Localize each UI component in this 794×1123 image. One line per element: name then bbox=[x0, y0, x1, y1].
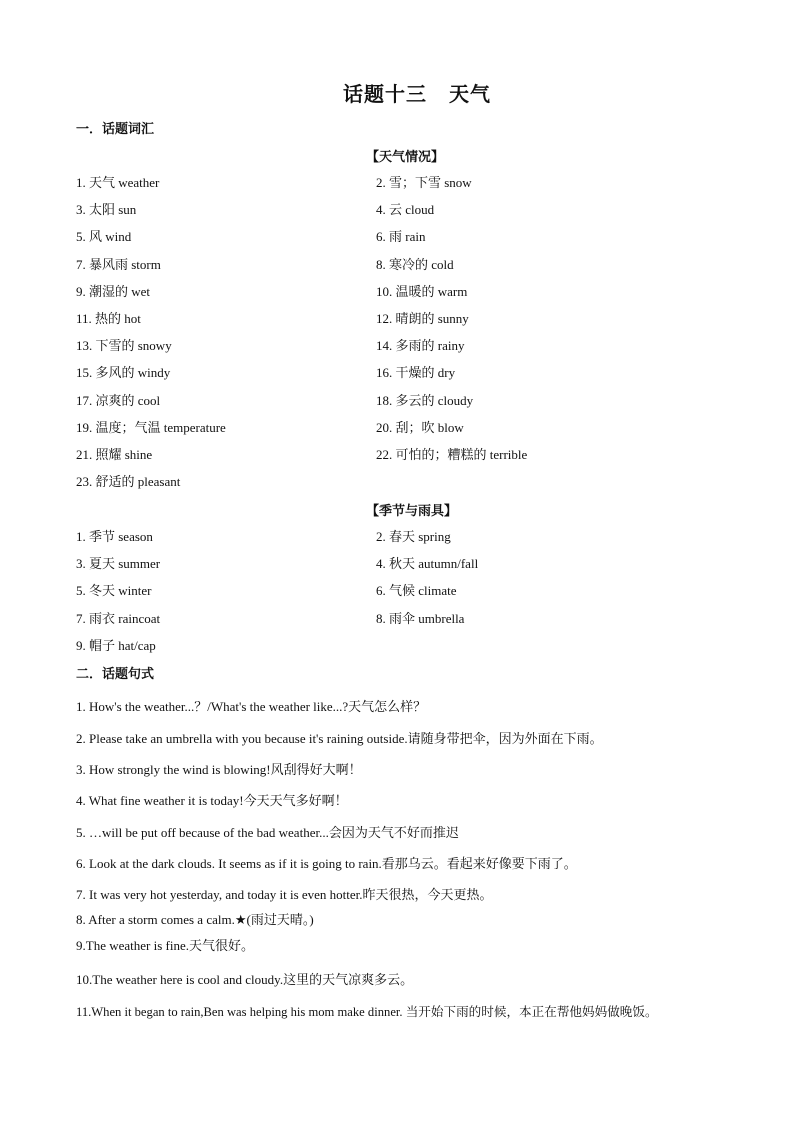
vocab-row bbox=[76, 576, 696, 603]
vocab-item: 9. 帽子 hat/cap bbox=[76, 637, 156, 653]
vocab-item: 5. 冬天 winter bbox=[76, 583, 152, 599]
vocab-row bbox=[76, 440, 696, 467]
sentence-item: 11.When it began to rain,Ben was helping his mom make dinner. 当开始下雨的时候，本正在帮他妈妈做晚饭。 bbox=[76, 1005, 658, 1019]
sentence-item: 8. After a storm comes a calm.★(雨过天晴。) bbox=[76, 912, 314, 927]
vocab-item: 6. 气候 climate bbox=[376, 583, 457, 599]
subheading-weather: 【天气情况】 bbox=[366, 150, 445, 165]
sentence-item: 2. Please take an umbrella with you because it's raining outside.请随身带把伞，因为外面在下雨。 bbox=[76, 731, 603, 746]
vocab-item: 14. 多雨的 rainy bbox=[376, 338, 465, 354]
vocab-row bbox=[76, 250, 696, 277]
vocab-item: 20. 刮；吹 blow bbox=[376, 419, 464, 435]
vocab-row bbox=[76, 604, 696, 631]
vocab-item: 12. 晴朗的 sunny bbox=[376, 311, 469, 327]
vocab-row bbox=[76, 549, 696, 576]
vocab-row bbox=[76, 522, 696, 549]
vocab-item: 8. 雨伞 umbrella bbox=[376, 610, 465, 626]
vocab-row bbox=[76, 195, 696, 222]
section-vocabulary-heading: 一．话题词汇 bbox=[76, 122, 155, 137]
vocab-item: 4. 云 cloud bbox=[376, 202, 435, 218]
vocab-item: 19. 温度；气温 temperature bbox=[76, 419, 226, 435]
vocab-item: 1. 季节 season bbox=[76, 529, 153, 545]
sentence-item: 5. …will be put off because of the bad weather...会因为天气不好而推迟 bbox=[76, 825, 459, 840]
vocab-item: 1. 天气 weather bbox=[76, 175, 160, 191]
vocab-item: 23. 舒适的 pleasant bbox=[76, 474, 181, 490]
vocab-row bbox=[76, 304, 696, 331]
vocab-item: 15. 多风的 windy bbox=[76, 365, 171, 381]
subheading-seasons: 【季节与雨具】 bbox=[366, 504, 458, 519]
vocab-item: 16. 干燥的 dry bbox=[376, 365, 456, 381]
title-subject: 天气 bbox=[449, 82, 491, 106]
sentence-item: 7. It was very hot yesterday, and today it is even hotter.昨天很热，今天更热。 bbox=[76, 887, 493, 902]
vocab-item: 9. 潮湿的 wet bbox=[76, 283, 151, 299]
title-topic: 话题十三 bbox=[343, 82, 427, 106]
vocab-item: 4. 秋天 autumn/fall bbox=[376, 556, 479, 572]
vocab-item: 3. 太阳 sun bbox=[76, 202, 137, 218]
sentence-item: 6. Look at the dark clouds. It seems as if it is going to rain.看那乌云。看起来好像要下雨了。 bbox=[76, 856, 577, 871]
vocab-item: 21. 照耀 shine bbox=[76, 446, 153, 462]
vocab-item: 22. 可怕的；糟糕的 terrible bbox=[376, 446, 528, 462]
vocab-row bbox=[76, 168, 696, 195]
vocab-item: 2. 春天 spring bbox=[376, 529, 451, 545]
section-sentences-heading: 二．话题句式 bbox=[76, 667, 155, 682]
vocab-row bbox=[76, 331, 696, 358]
vocab-row bbox=[76, 386, 696, 413]
vocab-row bbox=[76, 467, 696, 494]
vocab-item: 17. 凉爽的 cool bbox=[76, 392, 161, 408]
page-title bbox=[0, 78, 794, 107]
vocab-item: 6. 雨 rain bbox=[376, 229, 426, 245]
sentence-item: 3. How strongly the wind is blowing!风刮得好大啊！ bbox=[76, 762, 362, 777]
vocab-item: 5. 风 wind bbox=[76, 229, 132, 245]
vocab-item: 8. 寒冷的 cold bbox=[376, 256, 454, 272]
sentence-item: 4. What fine weather it is today!今天天气多好啊！ bbox=[76, 793, 348, 808]
vocab-row bbox=[76, 631, 696, 658]
vocab-row bbox=[76, 358, 696, 385]
season-vocab-list bbox=[76, 522, 696, 658]
vocab-item: 18. 多云的 cloudy bbox=[376, 392, 474, 408]
sentence-item: 1. How's the weather...？/What's the weather like...?天气怎么样？ bbox=[76, 699, 427, 714]
weather-vocab-list bbox=[76, 168, 696, 494]
vocab-row bbox=[76, 277, 696, 304]
vocab-item: 7. 暴风雨 storm bbox=[76, 256, 161, 272]
sentence-item: 10.The weather here is cool and cloudy.这里的天气凉爽多云。 bbox=[76, 972, 414, 987]
vocab-item: 3. 夏天 summer bbox=[76, 556, 161, 572]
vocab-row bbox=[76, 222, 696, 249]
vocab-item: 7. 雨衣 raincoat bbox=[76, 610, 161, 626]
vocab-item: 10. 温暖的 warm bbox=[376, 283, 468, 299]
sentence-item: 9.The weather is fine.天气很好。 bbox=[76, 938, 254, 953]
vocab-row bbox=[76, 413, 696, 440]
vocab-item: 13. 下雪的 snowy bbox=[76, 338, 172, 354]
vocab-item: 2. 雪；下雪 snow bbox=[376, 175, 472, 191]
vocab-item: 11. 热的 hot bbox=[76, 311, 141, 327]
